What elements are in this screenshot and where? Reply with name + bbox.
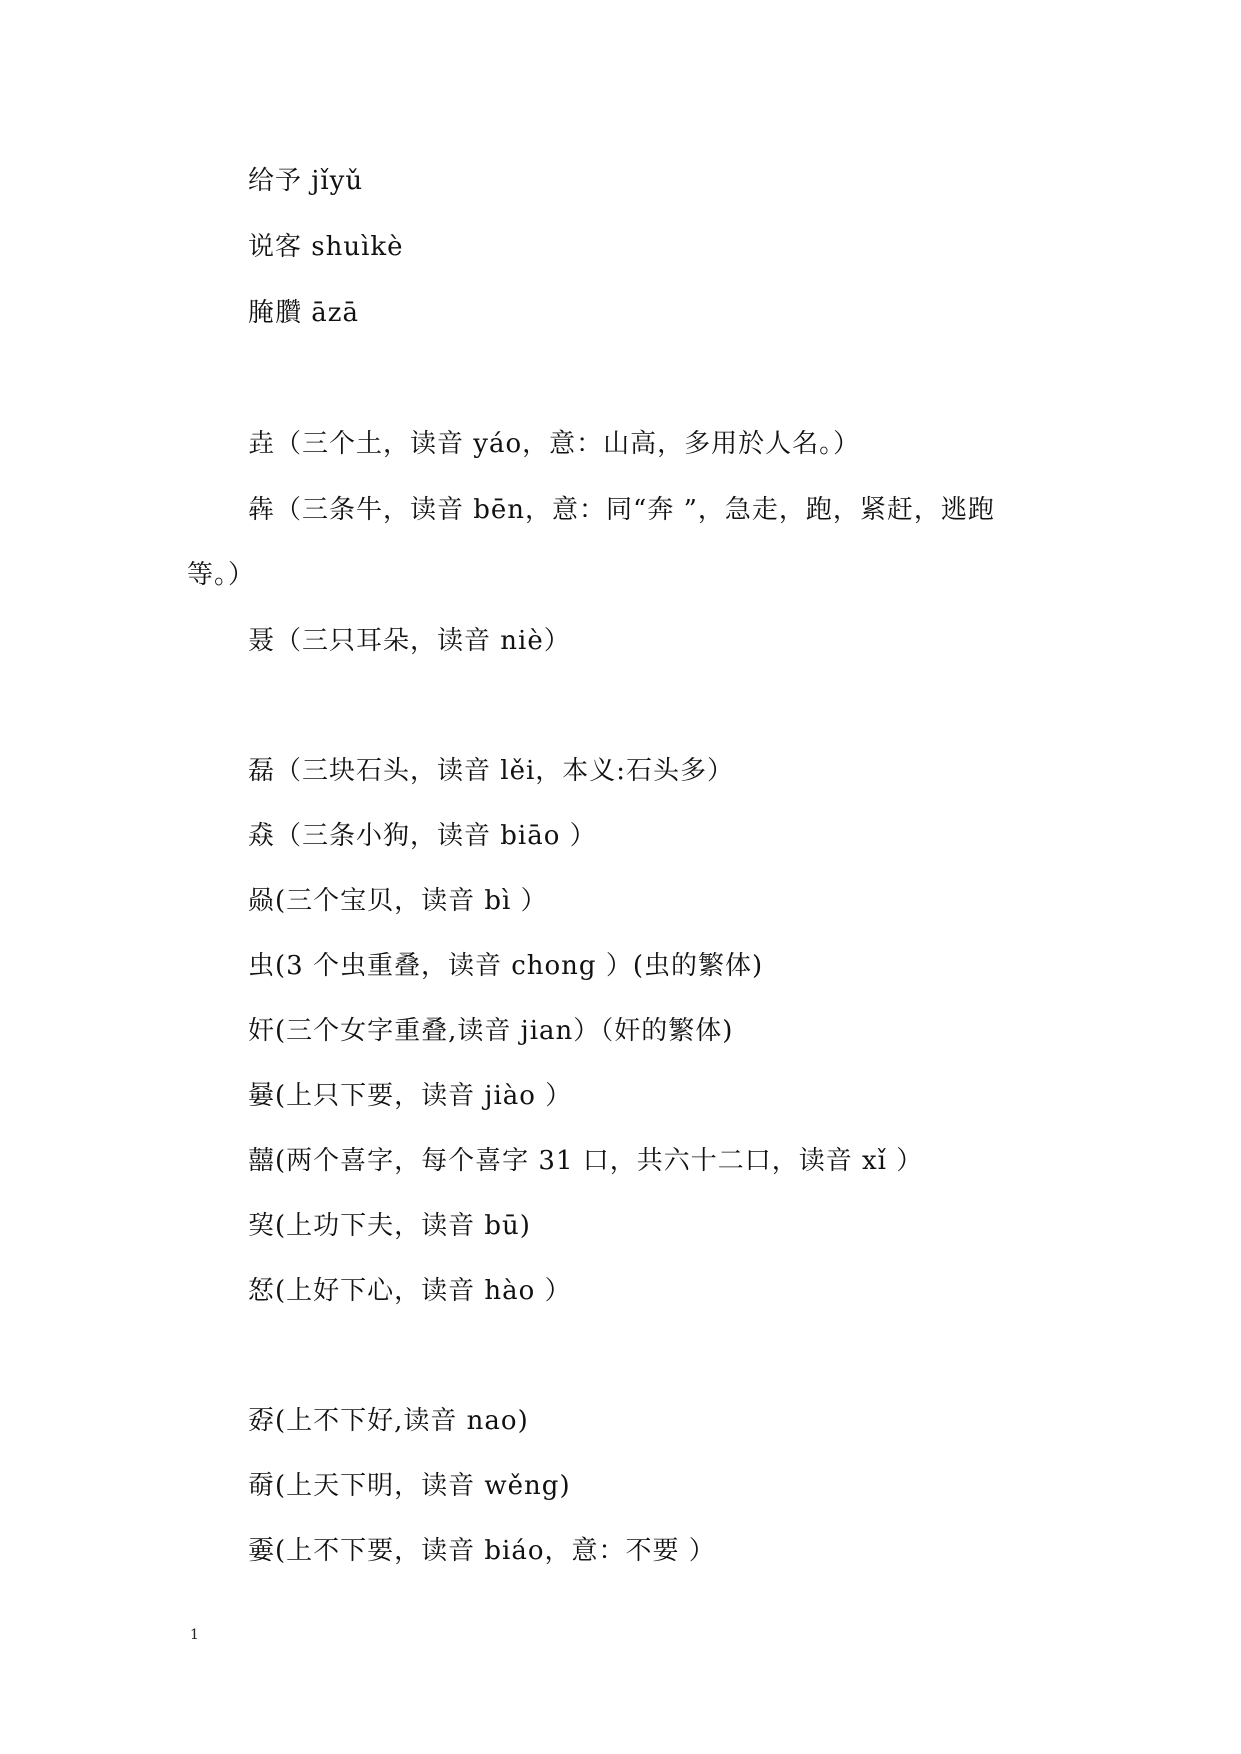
text-line-aza: 腌臢 āzā <box>248 298 359 328</box>
text-line-ben-continued: 等。） <box>187 560 256 590</box>
text-line-yao: 垚（三个土，读音 yáo，意：山高，多用於人名。） <box>248 429 861 459</box>
text-line-nie: 聂（三只耳朵，读音 niè） <box>248 626 571 656</box>
page-number: 1 <box>190 1627 199 1643</box>
text-line-nao: 孬(上不下好,读音 nao) <box>248 1406 529 1436</box>
text-line-xi: 囍(两个喜字，每个喜字 31 口，共六十二口，读音 xǐ ） <box>248 1146 924 1176</box>
text-line-hao: 恏(上好下心，读音 hào ） <box>248 1276 572 1306</box>
text-line-bi: 赑(三个宝贝，读音 bì ） <box>248 886 548 916</box>
text-line-shuike: 说客 shuìkè <box>248 232 404 262</box>
text-line-biao2: 嫑(上不下要，读音 biáo，意：不要 ） <box>248 1536 716 1566</box>
text-line-weng: 奣(上天下明，读音 wěng) <box>248 1471 571 1501</box>
text-line-jiyu: 给予 jǐyǔ <box>248 166 364 196</box>
text-line-lei: 磊（三块石头，读音 lěi，本义:石头多） <box>248 756 735 786</box>
text-line-ben: 犇（三条牛，读音 bēn，意：同“奔 ”，急走，跑，紧赶，逃跑 <box>248 495 995 525</box>
text-line-jiao: 嘦(上只下要，读音 jiào ） <box>248 1081 573 1111</box>
text-line-bu: 巭(上功下夫，读音 bū) <box>248 1211 531 1241</box>
text-line-chong: 虫(3 个虫重叠，读音 chong ）(虫的繁体) <box>248 951 764 981</box>
text-line-biao: 猋（三条小狗，读音 biāo ） <box>248 821 597 851</box>
text-line-jian: 奸(三个女字重叠,读音 jian）（奸的繁体) <box>248 1016 734 1046</box>
